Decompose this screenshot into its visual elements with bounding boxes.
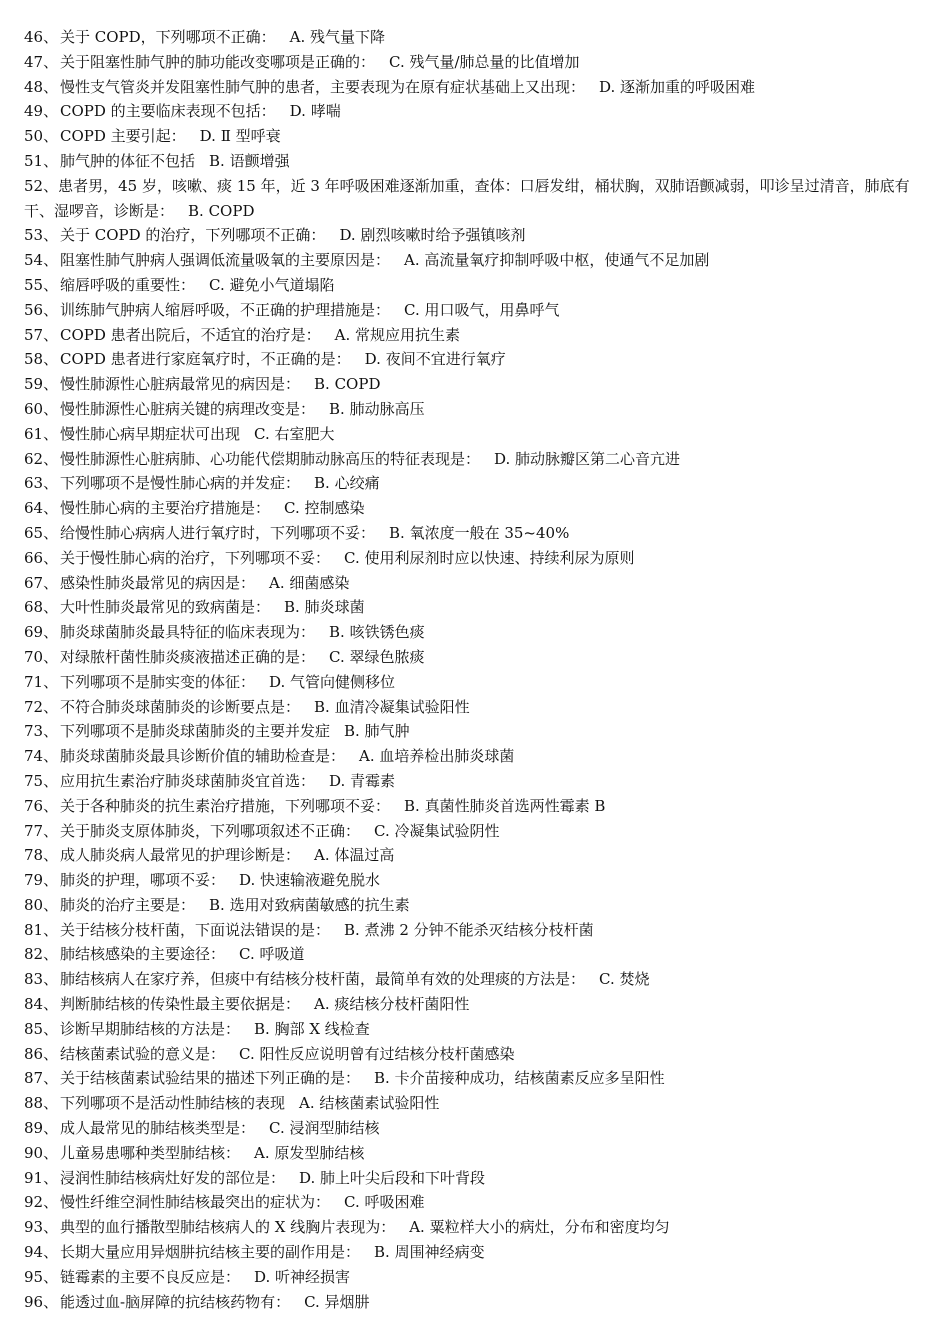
question-stem: 给慢性肺心病病人进行氧疗时，下列哪项不妥： [60, 523, 376, 542]
question-line [24, 1116, 930, 1141]
question-answer: B. 语颤增强 [209, 151, 290, 170]
question-number: 77、 [24, 821, 59, 840]
question-line [24, 744, 930, 769]
question-line [24, 1190, 930, 1215]
question-stem: 关于 COPD，下列哪项不正确： [60, 28, 276, 46]
question-stem: 慢性肺源性心脏病肺、心功能代偿期肺动脉高压的特征表现是： [60, 449, 481, 468]
question-line [24, 1066, 930, 1091]
question-number: 82、 [24, 945, 59, 964]
question-answer: C. 右室肥大 [254, 424, 335, 443]
question-number: 69、 [24, 623, 59, 642]
question-stem: 对绿脓杆菌性肺炎痰液描述正确的是： [60, 647, 316, 666]
question-number: 84、 [24, 995, 59, 1014]
question-number: 93、 [24, 1218, 59, 1237]
question-number: 71、 [24, 672, 59, 691]
question-stem: 感染性肺炎最常见的病因是： [60, 573, 256, 592]
question-line [24, 1091, 930, 1116]
question-line [24, 620, 930, 645]
question-stem: 判断肺结核的传染性最主要依据是： [60, 995, 301, 1014]
question-number: 85、 [24, 1019, 59, 1038]
question-number: 92、 [24, 1193, 59, 1212]
question-answer: A. 血培养检出肺炎球菌 [359, 747, 515, 766]
question-number: 73、 [24, 722, 59, 741]
question-stem: 关于各种肺炎的抗生素治疗措施，下列哪项不妥： [60, 796, 391, 815]
question-number: 88、 [24, 1094, 59, 1113]
question-stem: 链霉素的主要不良反应是： [60, 1267, 241, 1286]
question-line [24, 670, 930, 695]
question-line [24, 546, 930, 571]
question-stem: 典型的血行播散型肺结核病人的 X 线胸片表现为： [60, 1218, 396, 1237]
question-answer: B. 卡介苗接种成功，结核菌素反应多呈阳性 [374, 1069, 665, 1088]
question-number: 75、 [24, 771, 59, 790]
question-stem: 患者男，45 岁，咳嗽、痰 15 年，近 3 年呼吸困难逐渐加重，查体：口唇发绀，桶状胸，双肺语颤减弱，叩诊呈过清音，肺底有干、湿啰音，诊断是： [24, 176, 910, 220]
question-stem: 关于慢性肺心病的治疗，下列哪项不妥： [60, 548, 331, 567]
question-stem: 肺气肿的体征不包括 [60, 151, 196, 170]
question-answer: A. 常规应用抗生素 [334, 325, 461, 344]
question-stem: 关于 COPD 的治疗，下列哪项不正确： [60, 226, 326, 245]
question-number: 67、 [24, 573, 59, 592]
question-stem: 应用抗生素治疗肺炎球菌肺炎宜首选： [60, 771, 316, 790]
question-stem: 能透过血-脑屏障的抗结核药物有： [60, 1292, 291, 1311]
question-answer: C. 控制感染 [284, 499, 365, 518]
question-number: 70、 [24, 647, 59, 666]
question-answer: B. 真菌性肺炎首选两性霉素 B [404, 796, 606, 815]
question-stem: 肺炎球菌肺炎最具诊断价值的辅助检查是： [60, 747, 346, 766]
question-answer: C. 用口吸气，用鼻呼气 [404, 300, 560, 319]
question-answer: A. 高流量氧疗抑制呼吸中枢，使通气不足加剧 [404, 251, 710, 270]
question-line [24, 918, 930, 943]
question-stem: 成人最常见的肺结核类型是： [60, 1119, 256, 1138]
question-line [24, 1166, 930, 1191]
question-line [24, 174, 930, 224]
question-stem: 肺炎球菌肺炎最具特征的临床表现为： [60, 623, 316, 642]
question-stem: 缩唇呼吸的重要性： [60, 275, 196, 294]
question-stem: COPD 主要引起： [60, 127, 186, 146]
question-answer: B. 肺气肿 [344, 722, 410, 741]
question-line [24, 298, 930, 323]
question-number: 48、 [24, 77, 59, 96]
question-answer: D. 哮喘 [289, 102, 341, 121]
question-answer: D. 逐渐加重的呼吸困难 [599, 77, 756, 96]
question-number: 60、 [24, 399, 59, 418]
question-stem: 慢性支气管炎并发阻塞性肺气肿的患者，主要表现为在原有症状基础上又出现： [60, 77, 586, 96]
question-answer: B. 肺动脉高压 [329, 399, 425, 418]
question-line [24, 471, 930, 496]
question-stem: 慢性纤维空洞性肺结核最突出的症状为： [60, 1193, 331, 1212]
question-stem: 肺结核病人在家疗养，但痰中有结核分枝杆菌，最简单有效的处理痰的方法是： [60, 970, 586, 989]
question-answer: C. 翠绿色脓痰 [329, 647, 425, 666]
question-answer: C. 浸润型肺结核 [269, 1119, 380, 1138]
question-line [24, 1042, 930, 1067]
question-answer: C. 残气量/肺总量的比值增加 [389, 52, 580, 71]
question-number: 63、 [24, 474, 59, 493]
question-number: 72、 [24, 697, 59, 716]
question-number: 58、 [24, 350, 59, 369]
question-number: 74、 [24, 747, 59, 766]
question-number: 49、 [24, 102, 59, 121]
question-answer: A. 粟粒样大小的病灶，分布和密度均匀 [409, 1218, 670, 1237]
question-answer: D. Ⅱ 型呼衰 [199, 127, 281, 146]
question-line [24, 223, 930, 248]
question-number: 80、 [24, 895, 59, 914]
question-line [24, 1017, 930, 1042]
question-number: 47、 [24, 52, 59, 71]
question-line [24, 893, 930, 918]
question-answer: B. 胸部 X 线检查 [254, 1019, 370, 1038]
question-answer: D. 夜间不宜进行氧疗 [364, 350, 506, 369]
question-answer: B. 心绞痛 [314, 474, 380, 493]
question-line [24, 819, 930, 844]
question-stem: 关于结核分枝杆菌，下面说法错误的是： [60, 920, 331, 939]
question-answer: B. 选用对致病菌敏感的抗生素 [209, 895, 410, 914]
question-stem: 长期大量应用异烟肼抗结核主要的副作用是： [60, 1243, 361, 1262]
question-number: 81、 [24, 920, 59, 939]
question-stem: 大叶性肺炎最常见的致病菌是： [60, 598, 271, 617]
question-number: 62、 [24, 449, 59, 468]
question-stem: 下列哪项不是活动性肺结核的表现 [60, 1094, 286, 1113]
question-number: 89、 [24, 1119, 59, 1138]
question-number: 54、 [24, 251, 59, 270]
question-line [24, 99, 930, 124]
question-line [24, 496, 930, 521]
question-stem: 结核菌素试验的意义是： [60, 1044, 226, 1063]
question-stem: 慢性肺源性心脏病关键的病理改变是： [60, 399, 316, 418]
question-line [24, 1265, 930, 1290]
question-line [24, 992, 930, 1017]
question-line [24, 942, 930, 967]
question-stem: COPD 患者出院后，不适宜的治疗是： [60, 325, 321, 344]
question-answer: D. 肺动脉瓣区第二心音亢进 [494, 449, 681, 468]
question-answer: C. 避免小气道塌陷 [209, 275, 335, 294]
question-line [24, 397, 930, 422]
question-stem: 下列哪项不是慢性肺心病的并发症： [60, 474, 301, 493]
question-number: 83、 [24, 970, 59, 989]
question-number: 59、 [24, 375, 59, 394]
question-line [24, 769, 930, 794]
question-stem: 阻塞性肺气肿病人强调低流量吸氧的主要原因是： [60, 251, 391, 270]
question-answer: B. 氧浓度一般在 35~40% [389, 523, 570, 542]
question-stem: 关于肺炎支原体肺炎，下列哪项叙述不正确： [60, 821, 361, 840]
question-stem: 下列哪项不是肺实变的体征： [60, 672, 256, 691]
question-answer: B. COPD [188, 201, 255, 220]
question-line [24, 323, 930, 348]
question-stem: 浸润性肺结核病灶好发的部位是： [60, 1168, 286, 1187]
question-number: 66、 [24, 548, 59, 567]
question-answer: D. 青霉素 [329, 771, 396, 790]
question-answer: C. 呼吸道 [239, 945, 305, 964]
question-answer: C. 焚烧 [599, 970, 650, 989]
question-answer: B. 咳铁锈色痰 [329, 623, 425, 642]
question-answer: D. 剧烈咳嗽时给予强镇咳剂 [339, 226, 526, 245]
question-line [24, 843, 930, 868]
question-line [24, 1141, 930, 1166]
question-number: 94、 [24, 1243, 59, 1262]
question-answer: B. 煮沸 2 分钟不能杀灭结核分枝杆菌 [344, 920, 594, 939]
question-stem: 不符合肺炎球菌肺炎的诊断要点是： [60, 697, 301, 716]
question-line [24, 75, 930, 100]
question-number: 64、 [24, 499, 59, 518]
question-stem: 肺结核感染的主要途径： [60, 945, 226, 964]
question-line [24, 521, 930, 546]
question-stem: 肺炎的护理，哪项不妥： [60, 871, 226, 890]
question-answer: C. 使用利尿剂时应以快速、持续利尿为原则 [344, 548, 635, 567]
question-answer: A. 原发型肺结核 [254, 1143, 365, 1162]
question-number: 53、 [24, 226, 59, 245]
question-stem: COPD 患者进行家庭氧疗时，不正确的是： [60, 350, 351, 369]
question-number: 87、 [24, 1069, 59, 1088]
question-line [24, 571, 930, 596]
question-line [24, 1240, 930, 1265]
question-number: 46、 [24, 28, 59, 46]
question-stem: 关于结核菌素试验结果的描述下列正确的是： [60, 1069, 361, 1088]
question-stem: 诊断早期肺结核的方法是： [60, 1019, 241, 1038]
question-line [24, 248, 930, 273]
question-number: 61、 [24, 424, 59, 443]
question-line [24, 149, 930, 174]
question-stem: 关于阻塞性肺气肿的肺功能改变哪项是正确的： [60, 52, 376, 71]
question-answer: A. 体温过高 [314, 846, 395, 865]
question-line [24, 25, 930, 50]
question-stem: COPD 的主要临床表现不包括： [60, 102, 276, 121]
question-line [24, 347, 930, 372]
question-line [24, 645, 930, 670]
question-number: 56、 [24, 300, 59, 319]
question-stem: 成人肺炎病人最常见的护理诊断是： [60, 846, 301, 865]
question-line [24, 794, 930, 819]
question-number: 50、 [24, 127, 59, 146]
question-answer: D. 快速输液避免脱水 [239, 871, 381, 890]
question-line [24, 719, 930, 744]
question-number: 96、 [24, 1292, 59, 1311]
question-answer: B. 血清冷凝集试验阳性 [314, 697, 470, 716]
question-number: 79、 [24, 871, 59, 890]
question-line [24, 447, 930, 472]
question-answer: D. 听神经损害 [254, 1267, 351, 1286]
question-line [24, 50, 930, 75]
question-number: 68、 [24, 598, 59, 617]
question-answer: A. 痰结核分枝杆菌阳性 [314, 995, 470, 1014]
question-answer: C. 呼吸困难 [344, 1193, 425, 1212]
question-line [24, 124, 930, 149]
question-stem: 训练肺气肿病人缩唇呼吸，不正确的护理措施是： [60, 300, 391, 319]
question-line [24, 273, 930, 298]
question-answer: D. 肺上叶尖后段和下叶背段 [299, 1168, 486, 1187]
question-number: 76、 [24, 796, 59, 815]
question-stem: 慢性肺心病的主要治疗措施是： [60, 499, 271, 518]
question-number: 90、 [24, 1143, 59, 1162]
question-line [24, 1290, 930, 1315]
question-number: 57、 [24, 325, 59, 344]
question-number: 78、 [24, 846, 59, 865]
question-answer: C. 异烟肼 [304, 1292, 370, 1311]
question-line [24, 422, 930, 447]
question-number: 52、 [24, 176, 59, 195]
question-number: 55、 [24, 275, 59, 294]
question-stem: 慢性肺心病早期症状可出现 [60, 424, 241, 443]
question-answer: A. 残气量下降 [289, 28, 386, 46]
question-number: 65、 [24, 523, 59, 542]
question-answer: A. 细菌感染 [269, 573, 350, 592]
question-stem: 儿童易患哪种类型肺结核： [60, 1143, 241, 1162]
question-line [24, 372, 930, 397]
question-stem: 肺炎的治疗主要是： [60, 895, 196, 914]
question-line [24, 868, 930, 893]
question-answer: C. 冷凝集试验阴性 [374, 821, 500, 840]
question-line [24, 967, 930, 992]
question-stem: 慢性肺源性心脏病最常见的病因是： [60, 375, 301, 394]
question-answer: B. 肺炎球菌 [284, 598, 365, 617]
question-line [24, 595, 930, 620]
question-answer: A. 结核菌素试验阳性 [299, 1094, 440, 1113]
question-answer: C. 阳性反应说明曾有过结核分枝杆菌感染 [239, 1044, 515, 1063]
question-line [24, 695, 930, 720]
question-number: 86、 [24, 1044, 59, 1063]
question-number: 95、 [24, 1267, 59, 1286]
question-number: 91、 [24, 1168, 59, 1187]
question-answer: B. 周围神经病变 [374, 1243, 485, 1262]
question-stem: 下列哪项不是肺炎球菌肺炎的主要并发症 [60, 722, 331, 741]
question-answer: D. 气管向健侧移位 [269, 672, 396, 691]
question-line [24, 1215, 930, 1240]
question-answer: B. COPD [314, 375, 381, 394]
question-number: 51、 [24, 151, 59, 170]
